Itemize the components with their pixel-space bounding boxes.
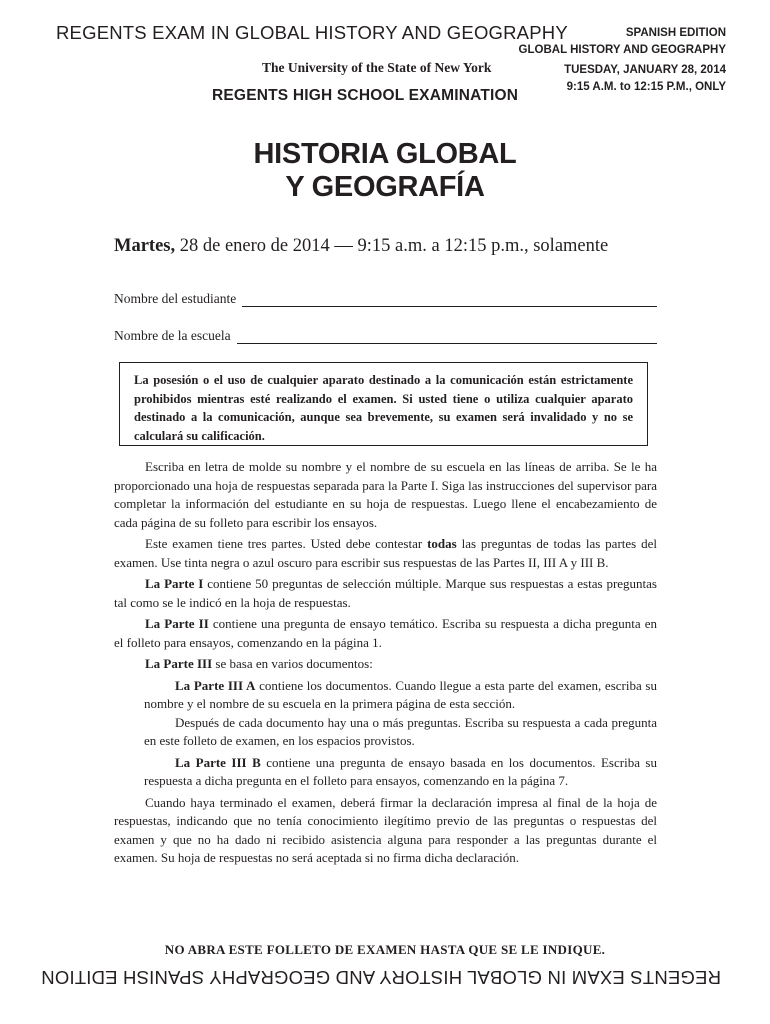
edition-label: SPANISH EDITION xyxy=(625,27,726,39)
do-not-open-notice: NO ABRA ESTE FOLLETO DE EXAMEN HASTA QUE SE LE INDIQUE. xyxy=(164,942,606,957)
student-name-label: Nombre del estudiante xyxy=(114,291,237,306)
instructions xyxy=(114,458,657,871)
part-3a-description: La Parte III A contiene los documentos. Cuando llegue a esta parte del examen, escriba su nombre y el nombre de su escuela en la primera página de esta sección. xyxy=(144,677,657,711)
exam-date-line xyxy=(114,236,608,257)
top-exam-title: REGENTS EXAM IN GLOBAL HISTORY AND GEOGRAPHY xyxy=(56,22,568,43)
device-warning-text: La posesión o el uso de cualquier aparato destinado a la comunicación están estrictamente prohibidos mientras esté realizando el examen. Si usted tiene o utiliza cualquier aparato destinado a la comunicación, aunque sea brevemente, su examen será invalidado y no se calculará su calificación. xyxy=(134,373,633,443)
school-name-field[interactable] xyxy=(114,328,657,344)
instruction-paragraph: Escriba en letra de molde su nombre y el nombre de su escuela en las líneas de arriba. Se le ha proporcionado una hoja de respuestas separada para la Parte I. Siga las instrucciones del supervisor para completar la información del estudiante en su hoja de respuestas. Luego llene el encabezamiento de cada página de su folleto para escribir los ensayos. xyxy=(114,459,657,530)
part-3b-description: La Parte III B contiene una pregunta de ensayo basada en los documentos. Escriba su respuesta a dicha pregunta en el folleto para ensayos, comenzando en la página 7. xyxy=(144,754,657,788)
edition-subject: GLOBAL HISTORY AND GEOGRAPHY xyxy=(518,44,726,56)
title-line-1: HISTORIA GLOBAL xyxy=(253,138,517,170)
part-3a-note: Después de cada documento hay una o más preguntas. Escriba su respuesta a cada pregunta en este folleto de examen, en los espacios provistos. xyxy=(144,714,657,748)
part-1-description: La Parte I contiene 50 preguntas de selección múltiple. Marque sus respuestas a estas preguntas tal como se le indicó en la hoja de respuestas. xyxy=(114,576,657,610)
exam-day: Martes, xyxy=(114,236,176,256)
instruction-paragraph: Este examen tiene tres partes. Usted debe contestar todas las preguntas de todas las partes del examen. Use tinta negra o azul oscuro para escribir sus respuestas de las Partes II, III A y III B. xyxy=(114,536,657,570)
part-3-description: La Parte III se basa en varios documentos: xyxy=(145,656,373,671)
student-name-field[interactable] xyxy=(114,291,657,307)
student-name-line[interactable] xyxy=(242,294,657,307)
declaration-paragraph: Cuando haya terminado el examen, deberá firmar la declaración impresa al final de la hoja de respuestas, indicando que no tenía conocimiento ilegítimo previo de las preguntas o respuestas del examen y que no ha dado ni recibido asistencia alguna para responder a las preguntas durante el examen. Su hoja de respuestas no será aceptada si no firma dicha declaración. xyxy=(114,794,657,865)
edition-time: 9:15 A.M. to 12:15 P.M., ONLY xyxy=(566,81,726,93)
exam-type: REGENTS HIGH SCHOOL EXAMINATION xyxy=(212,87,519,104)
title-line-2: Y GEOGRAFÍA xyxy=(285,171,485,203)
page-title xyxy=(0,138,770,204)
bottom-flipped-title: REGENTS EXAM IN GLOBAL HISTORY AND GEOGRAPHY SPANISH EDITION xyxy=(41,967,721,988)
school-name-line[interactable] xyxy=(237,331,657,344)
school-name-label: Nombre de la escuela xyxy=(114,328,231,343)
university-name: The University of the State of New York xyxy=(262,60,492,75)
exam-date-time: 28 de enero de 2014 — 9:15 a.m. a 12:15 p.m., solamente xyxy=(175,236,609,256)
edition-date: TUESDAY, JANUARY 28, 2014 xyxy=(564,64,726,76)
device-warning-box xyxy=(119,362,648,446)
part-2-description: La Parte II contiene una pregunta de ensayo temático. Escriba su respuesta a dicha pregunta en el folleto para ensayos, comenzando en la página 1. xyxy=(114,616,657,650)
